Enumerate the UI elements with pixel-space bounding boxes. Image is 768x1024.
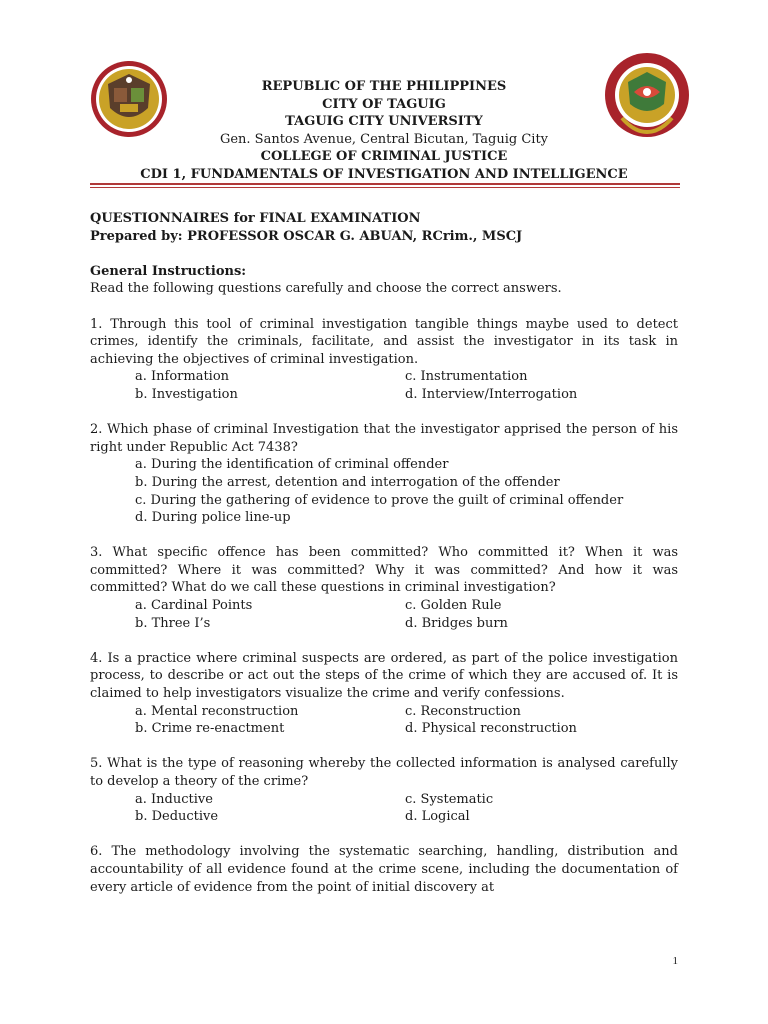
- question-5-option-a: a. Inductive: [135, 791, 213, 807]
- header-republic: REPUBLIC OF THE PHILIPPINES: [261, 79, 507, 94]
- instructions-text: Read the following questions carefully and choose the correct answers.: [90, 281, 562, 297]
- question-4-option-c: c. Reconstruction: [405, 703, 521, 719]
- question-1-options: [90, 368, 678, 403]
- instructions-heading: General Instructions:: [90, 263, 247, 279]
- header-college: COLLEGE OF CRIMINAL JUSTICE: [260, 149, 508, 165]
- question-4-options: [90, 703, 678, 738]
- exam-title: QUESTIONNAIRES for FINAL EXAMINATION: [90, 211, 421, 226]
- question-4-option-a: a. Mental reconstruction: [135, 703, 299, 719]
- header-university: TAGUIG CITY UNIVERSITY: [285, 114, 483, 130]
- question-6-text: 6. The methodology involving the systematic searching, handling, distribution and accountability of all evidence found at the crime scene, including the documentation of every article of evidence from the point of initial discovery at: [90, 844, 678, 895]
- question-5-option-d: d. Logical: [405, 809, 470, 825]
- question-5-option-c: c. Systematic: [405, 791, 494, 807]
- question-5-option-b: b. Deductive: [135, 809, 219, 825]
- header-city: CITY OF TAGUIG: [322, 96, 446, 112]
- question-2-option-a: a. During the identification of criminal offender: [135, 457, 449, 473]
- question-2-option-d: d. During police line-up: [135, 510, 291, 526]
- question-3-option-a: a. Cardinal Points: [135, 598, 253, 614]
- exam-body: [90, 210, 678, 896]
- question-3-text: 3. What specific offence has been committed? Who committed it? When it was committed? Where it was committed? Why it was committed? And how it was committed? What do we call these questions in criminal investigation?: [90, 545, 678, 596]
- question-4-option-d: d. Physical reconstruction: [405, 721, 577, 737]
- question-3-option-c: c. Golden Rule: [405, 598, 502, 614]
- question-4-option-b: b. Crime re-enactment: [135, 721, 285, 737]
- header-course: CDI 1, FUNDAMENTALS OF INVESTIGATION AND INTELLIGENCE: [140, 166, 628, 182]
- question-4-text: 4. Is a practice where criminal suspects are ordered, as part of the police investigation process, to describe or act out the steps of the crime of which they are accused of. It is claimed to help investigators visualize the crime and verify confessions.: [90, 650, 678, 702]
- question-5-text: 5. What is the type of reasoning whereby the collected information is analysed carefully to develop a theory of the crime?: [90, 756, 678, 789]
- question-1-text: 1. Through this tool of criminal investigation tangible things maybe used to detect crimes, identify the criminals, facilitate, and assist the investigator in its task in achieving the objectives of criminal investigation.: [90, 316, 678, 367]
- prepared-by: Prepared by: PROFESSOR OSCAR G. ABUAN, RCrim., MSCJ: [90, 228, 523, 244]
- question-2-options: [90, 456, 678, 526]
- question-3-option-b: b. Three I’s: [135, 615, 211, 631]
- question-1-option-a: a. Information: [135, 369, 230, 385]
- question-5-options: [90, 791, 678, 826]
- page-number: 1: [672, 955, 678, 967]
- question-1-option-b: b. Investigation: [135, 386, 238, 402]
- question-2-text: 2. Which phase of criminal Investigation that the investigator apprised the person of his right under Republic Act 7438?: [90, 422, 678, 455]
- question-3-option-d: d. Bridges burn: [405, 615, 508, 631]
- header-divider-thin: [90, 187, 680, 188]
- header-address: Gen. Santos Avenue, Central Bicutan, Taguig City: [219, 131, 549, 147]
- question-2-option-c: c. During the gathering of evidence to prove the guilt of criminal offender: [135, 492, 624, 508]
- question-2-option-b: b. During the arrest, detention and interrogation of the offender: [135, 474, 560, 490]
- header-divider: [90, 183, 680, 185]
- question-3-options: [90, 597, 678, 632]
- question-1-option-c: c. Instrumentation: [405, 369, 528, 385]
- document-header: [0, 78, 768, 184]
- question-1-option-d: d. Interview/Interrogation: [405, 386, 578, 402]
